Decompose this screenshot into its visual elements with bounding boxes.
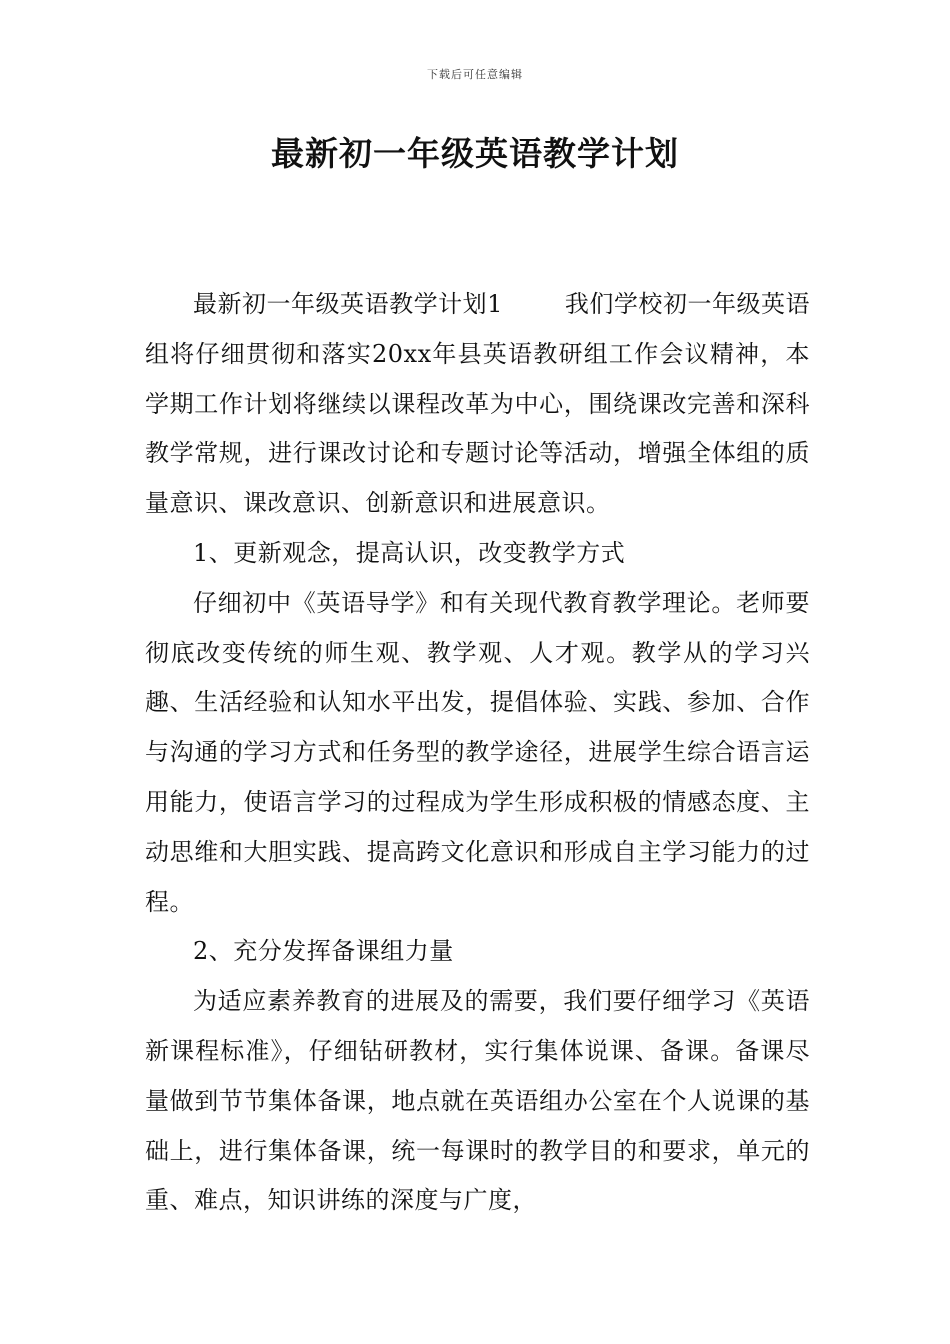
header-note: 下载后可任意编辑	[427, 68, 523, 81]
section-paragraph-2: 为适应素养教育的进展及的需要，我们要仔细学习《英语新课程标准》，仔细钻研教材，实行集体说课、备课。备课尽量做到节节集体备课，地点就在英语组办公室在个人说课的基础上，进行集体备课，统一每课时的教学目的和要求，单元的重、难点，知识讲练的深度与广度，	[145, 987, 810, 1215]
document-title: 最新初一年级英语教学计划	[271, 134, 679, 173]
section-heading-2: 2、充分发挥备课组力量	[193, 937, 454, 966]
intro-lead: 最新初一年级英语教学计划1	[193, 290, 503, 318]
document-body	[145, 280, 810, 1226]
intro-body: 我们学校初一年级英语组将仔细贯彻和落实20xx年县英语教研组工作会议精神，本学期工作计划将继续以课程改革为中心，围绕课改完善和深科教学常规，进行课改讨论和专题讨论等活动，增强全体组的质量意识、课改意识、创新意识和进展意识。	[145, 290, 810, 518]
section-heading-1: 1、更新观念，提高认识，改变教学方式	[193, 538, 626, 567]
intro-paragraph	[145, 280, 810, 529]
section-paragraph-1: 仔细初中《英语导学》和有关现代教育教学理论。老师要彻底改变传统的师生观、教学观、人才观。教学从的学习兴趣、生活经验和认知水平出发，提倡体验、实践、参加、合作与沟通的学习方式和任务型的教学途径，进展学生综合语言运用能力，使语言学习的过程成为学生形成积极的情感态度、主动思维和大胆实践、提高跨文化意识和形成自主学习能力的过程。	[145, 588, 810, 916]
